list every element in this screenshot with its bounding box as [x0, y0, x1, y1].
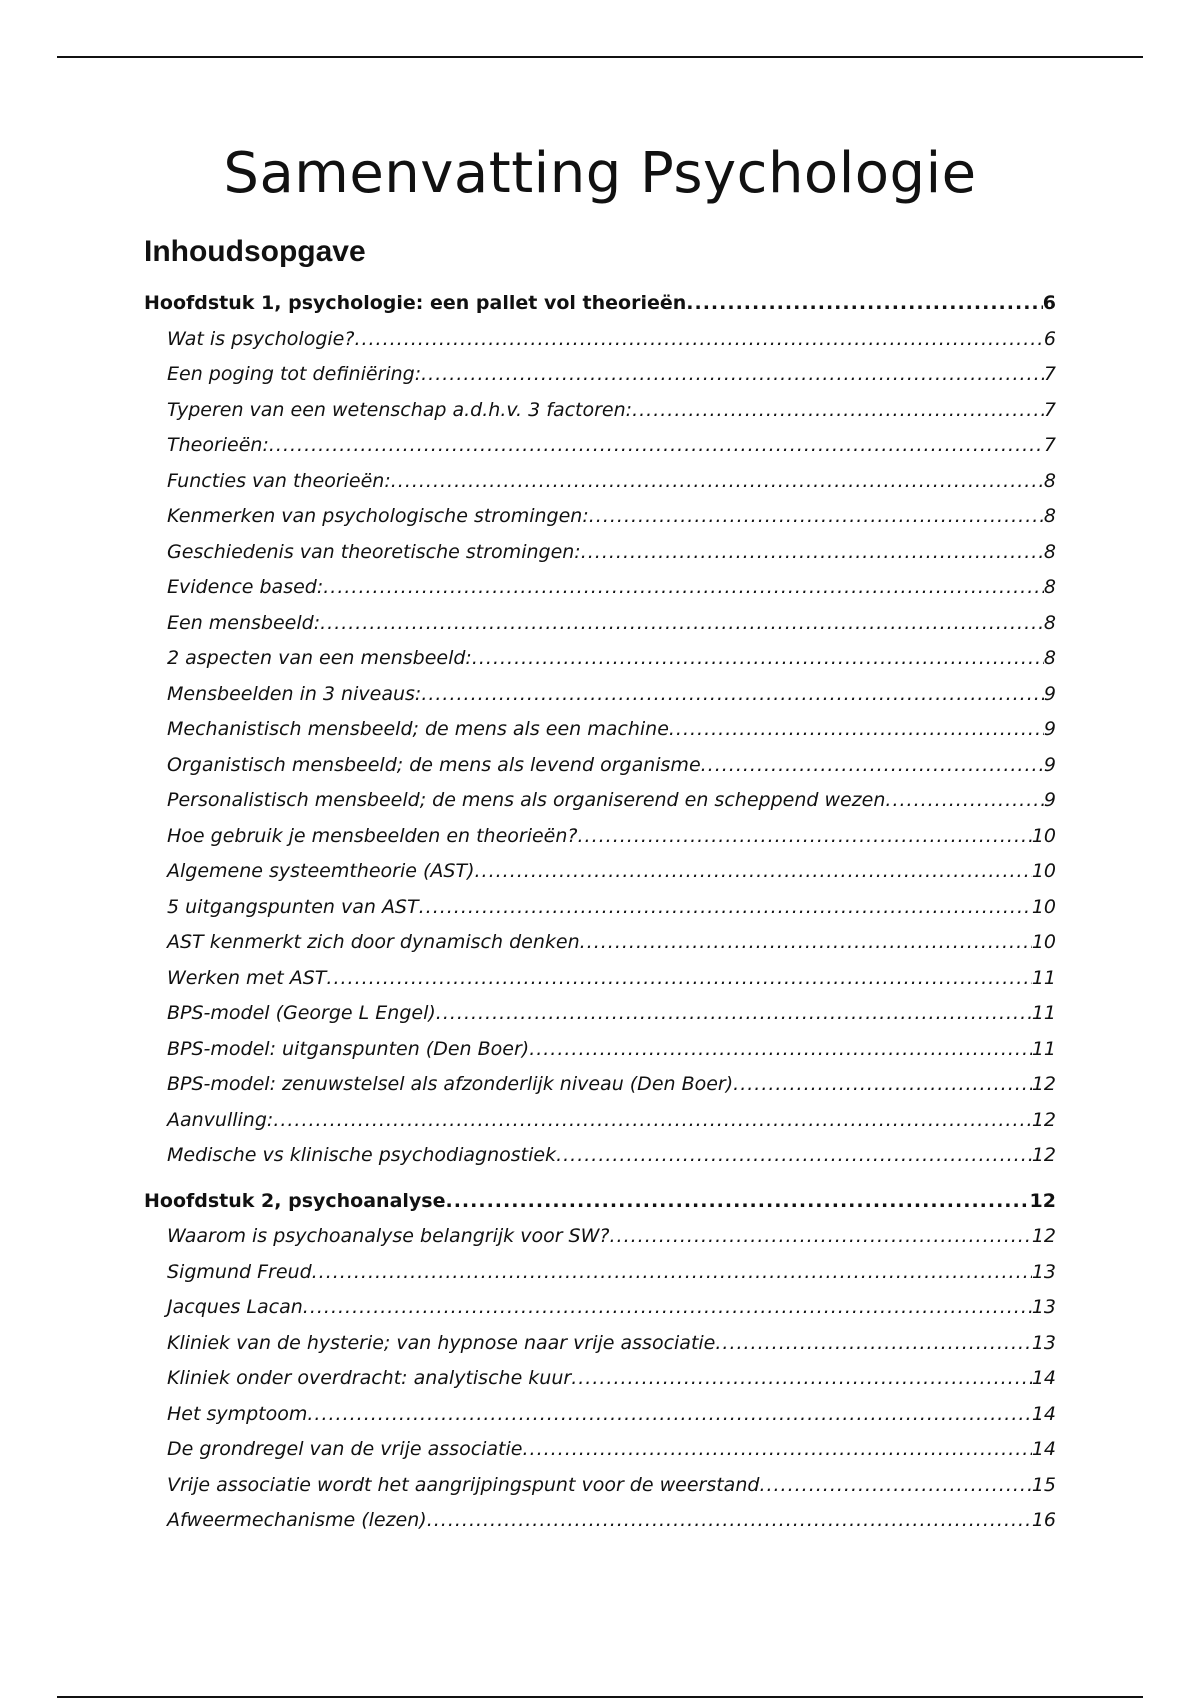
- dot-leader: [610, 1225, 1032, 1247]
- toc-section[interactable]: [144, 612, 1056, 648]
- toc-entry-label: Medische vs klinische psychodiagnostiek: [167, 1144, 557, 1166]
- toc-entry-label: Personalistisch mensbeeld; de mens als organiserend en scheppend wezen: [167, 789, 886, 811]
- dot-leader: [885, 789, 1044, 811]
- toc-entry-page: 8: [1043, 469, 1056, 492]
- toc-entry-label: Wat is psychologie?: [167, 327, 355, 350]
- toc-entry-page: 13: [1031, 1296, 1056, 1318]
- toc-section[interactable]: [144, 1261, 1056, 1297]
- toc-entry-label: Het symptoom: [167, 1402, 308, 1425]
- toc-entry-page: 9: [1043, 718, 1056, 740]
- toc-section[interactable]: [144, 647, 1056, 683]
- dot-leader: [578, 825, 1032, 847]
- toc-section[interactable]: [144, 896, 1056, 932]
- toc-entry-page: 13: [1031, 1260, 1056, 1283]
- toc-entry-label: Waarom is psychoanalyse belangrijk voor SW?: [167, 1225, 610, 1247]
- toc-heading: Inhoudsopgave: [144, 235, 366, 268]
- dot-leader: [269, 434, 1044, 456]
- toc-entry-page: 6: [1042, 292, 1056, 314]
- toc-entry-label: Algemene systeemtheorie (AST): [167, 860, 475, 882]
- dot-leader: [323, 576, 1044, 598]
- toc-section[interactable]: [144, 1144, 1056, 1180]
- toc-section[interactable]: [144, 1002, 1056, 1038]
- dot-leader: [669, 718, 1044, 740]
- toc-section[interactable]: [144, 328, 1056, 364]
- toc-entry-page: 12: [1031, 1225, 1056, 1247]
- dot-leader: [436, 1002, 1032, 1024]
- toc-entry-page: 8: [1043, 576, 1056, 598]
- dot-leader: [529, 1038, 1032, 1060]
- toc-entry-page: 10: [1031, 931, 1056, 953]
- toc-section[interactable]: [144, 399, 1056, 435]
- table-of-contents: [144, 292, 1056, 1545]
- toc-section[interactable]: [144, 1403, 1056, 1439]
- toc-section[interactable]: [144, 1438, 1056, 1474]
- dot-leader: [571, 1367, 1032, 1389]
- bottom-rule: [57, 1696, 1143, 1698]
- toc-entry-label: 5 uitgangspunten van AST: [167, 895, 419, 918]
- toc-section[interactable]: [144, 505, 1056, 541]
- toc-entry-label: Een poging tot definiëring:: [167, 363, 422, 385]
- toc-entry-label: Geschiedenis van theoretische stromingen:: [167, 540, 581, 563]
- toc-entry-label: BPS-model: uitganspunten (Den Boer): [167, 1037, 530, 1060]
- toc-entry-label: Afweermechanisme (lezen): [167, 1509, 427, 1531]
- toc-entry-page: 8: [1043, 540, 1056, 563]
- toc-section[interactable]: [144, 1509, 1056, 1545]
- toc-entry-label: Sigmund Freud: [167, 1260, 312, 1283]
- toc-entry-page: 7: [1043, 363, 1056, 385]
- toc-entry-page: 10: [1031, 860, 1056, 882]
- toc-section[interactable]: [144, 1109, 1056, 1145]
- toc-entry-page: 12: [1031, 1073, 1056, 1095]
- dot-leader: [733, 1073, 1032, 1095]
- toc-section[interactable]: [144, 683, 1056, 719]
- toc-entry-page: 9: [1043, 753, 1056, 776]
- toc-entry-page: 7: [1043, 434, 1056, 456]
- toc-section[interactable]: [144, 1332, 1056, 1368]
- toc-section[interactable]: [144, 1073, 1056, 1109]
- dot-leader: [632, 399, 1044, 421]
- toc-entry-page: 12: [1031, 1144, 1056, 1166]
- toc-entry-page: 11: [1031, 1002, 1056, 1024]
- toc-entry-label: Hoofdstuk 2, psychoanalyse: [144, 1189, 446, 1212]
- dot-leader: [446, 1190, 1030, 1212]
- toc-entry-label: Kliniek onder overdracht: analytische kuur: [167, 1367, 572, 1389]
- toc-entry-page: 16: [1031, 1509, 1056, 1531]
- toc-entry-label: Jacques Lacan: [167, 1296, 303, 1318]
- toc-entry-page: 9: [1043, 789, 1056, 811]
- toc-entry-label: De grondregel van de vrije associatie: [167, 1438, 523, 1460]
- toc-entry-page: 12: [1031, 1108, 1056, 1131]
- dot-leader: [701, 754, 1044, 776]
- dot-leader: [320, 612, 1044, 634]
- dot-leader: [472, 647, 1044, 669]
- toc-entry-label: Hoe gebruik je mensbeelden en theorieën?: [167, 824, 578, 847]
- dot-leader: [326, 967, 1031, 989]
- toc-section[interactable]: [144, 825, 1056, 861]
- dot-leader: [427, 1509, 1032, 1531]
- toc-section[interactable]: [144, 718, 1056, 754]
- toc-entry-label: AST kenmerkt zich door dynamisch denken: [167, 931, 580, 953]
- dot-leader: [312, 1261, 1032, 1283]
- toc-entry-page: 10: [1031, 895, 1056, 918]
- toc-entry-label: Aanvulling:: [167, 1108, 274, 1131]
- top-rule: [57, 56, 1143, 58]
- toc-section[interactable]: [144, 1474, 1056, 1510]
- toc-entry-label: BPS-model (George L Engel): [167, 1002, 436, 1024]
- toc-section[interactable]: [144, 470, 1056, 506]
- dot-leader: [421, 683, 1044, 705]
- toc-section[interactable]: [144, 931, 1056, 967]
- toc-entry-page: 14: [1031, 1438, 1056, 1460]
- dot-leader: [759, 1474, 1031, 1496]
- toc-entry-label: Organistisch mensbeeld; de mens als levend organisme: [167, 753, 701, 776]
- toc-entry-page: 6: [1043, 327, 1056, 350]
- toc-entry-page: 14: [1031, 1402, 1056, 1425]
- toc-entry-label: Functies van theorieën:: [167, 469, 391, 492]
- toc-entry-label: Theorieën:: [167, 434, 269, 456]
- toc-entry-page: 12: [1029, 1189, 1056, 1212]
- toc-section[interactable]: [144, 576, 1056, 612]
- dot-leader: [589, 505, 1044, 527]
- toc-entry-label: Kliniek van de hysterie; van hypnose naar vrije associatie: [167, 1331, 716, 1354]
- toc-section[interactable]: [144, 363, 1056, 399]
- dot-leader: [581, 541, 1044, 563]
- toc-entry-label: Vrije associatie wordt het aangrijpingspunt voor de weerstand: [167, 1473, 760, 1496]
- toc-section[interactable]: [144, 1296, 1056, 1332]
- toc-chapter-1[interactable]: [144, 292, 1056, 328]
- dot-leader: [354, 328, 1043, 350]
- dot-leader: [715, 1332, 1031, 1354]
- dot-leader: [273, 1109, 1032, 1131]
- toc-entry-label: Mensbeelden in 3 niveaus:: [167, 682, 422, 705]
- document-title: Samenvatting Psychologie: [223, 141, 977, 206]
- toc-section[interactable]: [144, 541, 1056, 577]
- toc-entry-page: 15: [1031, 1473, 1056, 1496]
- toc-entry-label: Mechanistisch mensbeeld; de mens als een machine: [167, 718, 669, 740]
- toc-entry-page: 11: [1031, 1037, 1056, 1060]
- toc-entry-page: 8: [1043, 505, 1056, 527]
- dot-leader: [475, 860, 1032, 882]
- dot-leader: [580, 931, 1032, 953]
- toc-entry-label: Een mensbeeld:: [167, 611, 321, 634]
- toc-entry-label: Typeren van een wetenschap a.d.h.v. 3 factoren:: [167, 398, 633, 421]
- toc-entry-page: 13: [1031, 1331, 1056, 1354]
- toc-section[interactable]: [144, 967, 1056, 1003]
- toc-section[interactable]: [144, 754, 1056, 790]
- toc-entry-label: Werken met AST: [167, 966, 327, 989]
- dot-leader: [686, 292, 1043, 314]
- dot-leader: [419, 896, 1032, 918]
- toc-entry-label: BPS-model: zenuwstelsel als afzonderlijk niveau (Den Boer): [167, 1073, 734, 1095]
- toc-entry-label: 2 aspecten van een mensbeeld:: [167, 647, 472, 669]
- dot-leader: [556, 1144, 1032, 1166]
- toc-section[interactable]: [144, 860, 1056, 896]
- toc-entry-page: 14: [1031, 1367, 1056, 1389]
- dot-leader: [307, 1403, 1031, 1425]
- toc-entry-page: 7: [1043, 398, 1056, 421]
- toc-section[interactable]: [144, 1225, 1056, 1261]
- toc-entry-label: Kenmerken van psychologische stromingen:: [167, 505, 589, 527]
- toc-section[interactable]: [144, 1038, 1056, 1074]
- toc-entry-page: 11: [1031, 966, 1056, 989]
- toc-entry-label: Evidence based:: [167, 576, 324, 598]
- toc-entry-page: 8: [1043, 647, 1056, 669]
- toc-section[interactable]: [144, 789, 1056, 825]
- toc-entry-page: 10: [1031, 824, 1056, 847]
- toc-section[interactable]: [144, 434, 1056, 470]
- dot-leader: [421, 363, 1044, 385]
- toc-entry-page: 8: [1043, 611, 1056, 634]
- toc-entry-label: Hoofdstuk 1, psychologie: een pallet vol theorieën: [144, 292, 687, 314]
- toc-section[interactable]: [144, 1367, 1056, 1403]
- dot-leader: [303, 1296, 1032, 1318]
- dot-leader: [391, 470, 1044, 492]
- toc-entry-page: 9: [1043, 682, 1056, 705]
- dot-leader: [522, 1438, 1031, 1460]
- toc-chapter-2[interactable]: [144, 1190, 1056, 1226]
